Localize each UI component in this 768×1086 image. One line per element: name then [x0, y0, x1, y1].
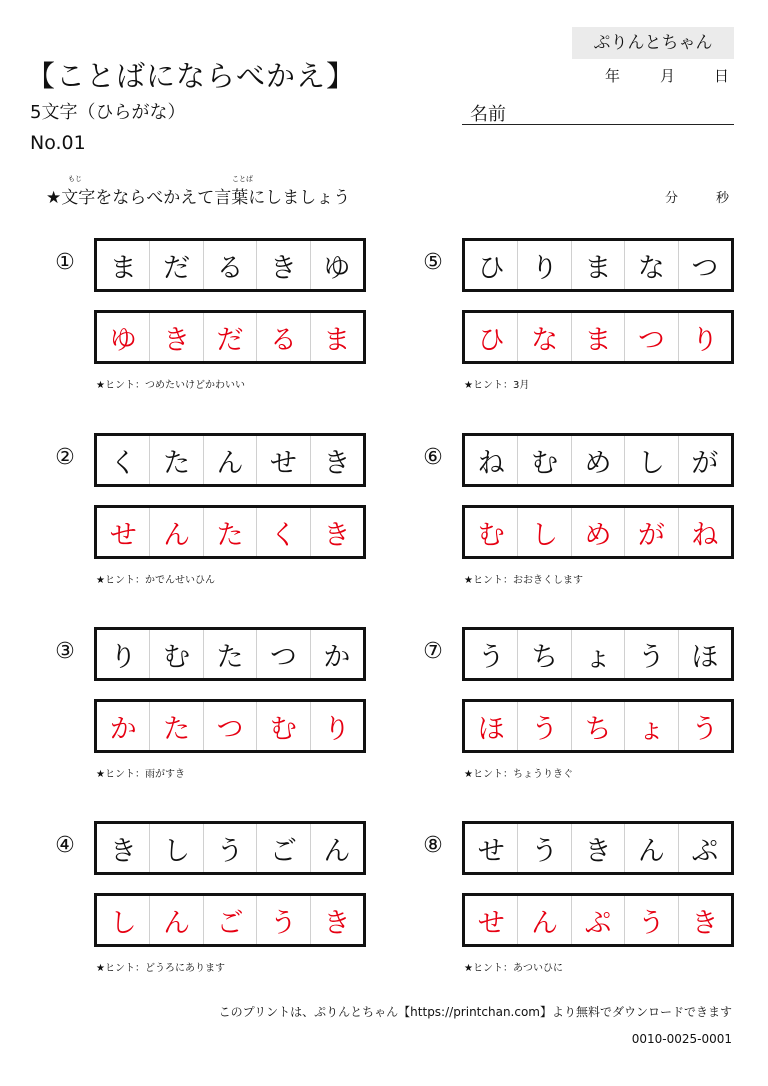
- letter-cell: た: [150, 436, 203, 484]
- letter-cell: き: [97, 824, 150, 872]
- answer-cell[interactable]: う: [257, 896, 310, 944]
- letter-cell: む: [518, 436, 571, 484]
- letter-cell: ひ: [465, 241, 518, 289]
- answer-cell[interactable]: し: [518, 508, 571, 556]
- answer-cell[interactable]: せ: [97, 508, 150, 556]
- letter-cell: う: [204, 824, 257, 872]
- hint-text: ★ヒント：つめたいけどかわいい: [96, 380, 245, 391]
- month-label: 月: [660, 67, 676, 85]
- letter-cell: つ: [257, 630, 310, 678]
- answer-cell[interactable]: た: [204, 508, 257, 556]
- day-label: 日: [714, 67, 730, 85]
- letter-cell: ん: [625, 824, 678, 872]
- answer-cell[interactable]: つ: [625, 313, 678, 361]
- letter-cell: ま: [572, 241, 625, 289]
- letter-cell: ま: [97, 241, 150, 289]
- answer-cell[interactable]: め: [572, 508, 625, 556]
- answer-cell[interactable]: き: [691, 907, 719, 939]
- answer-box: [94, 505, 366, 559]
- answer-cell[interactable]: ん: [518, 896, 571, 944]
- answer-cell[interactable]: ぷ: [572, 896, 625, 944]
- letter-cell: う: [625, 630, 678, 678]
- hint-text: ★ヒント：おおきくします: [464, 575, 583, 586]
- question-number: ⑦: [423, 639, 443, 664]
- answer-cell[interactable]: う: [625, 896, 678, 944]
- scrambled-letters-box: [94, 821, 366, 875]
- answer-box: [462, 505, 734, 559]
- answer-cell[interactable]: く: [257, 508, 310, 556]
- letter-cell: た: [204, 630, 257, 678]
- answer-cell[interactable]: む: [257, 702, 310, 750]
- instruction: [46, 175, 351, 208]
- answer-box: [94, 310, 366, 364]
- answer-cell[interactable]: ひ: [465, 313, 518, 361]
- question-number: ②: [55, 445, 75, 470]
- answer-cell[interactable]: り: [691, 324, 719, 356]
- hint-text: ★ヒント：かでんせいひん: [96, 575, 215, 586]
- answer-box: [462, 893, 734, 947]
- answer-cell[interactable]: ょ: [625, 702, 678, 750]
- scrambled-letters-box: [462, 238, 734, 292]
- answer-cell[interactable]: だ: [204, 313, 257, 361]
- answer-cell[interactable]: ま: [323, 324, 351, 356]
- answer-cell[interactable]: り: [323, 713, 351, 745]
- answer-cell[interactable]: ま: [572, 313, 625, 361]
- question-number: ③: [55, 639, 75, 664]
- answer-cell[interactable]: き: [323, 907, 351, 939]
- letter-cell: ん: [204, 436, 257, 484]
- answer-cell[interactable]: き: [323, 519, 351, 551]
- answer-cell[interactable]: た: [150, 702, 203, 750]
- answer-cell[interactable]: む: [465, 508, 518, 556]
- letter-cell: る: [204, 241, 257, 289]
- answer-cell[interactable]: ち: [572, 702, 625, 750]
- scrambled-letters-box: [462, 821, 734, 875]
- question-number: ④: [55, 833, 75, 858]
- answer-cell[interactable]: が: [625, 508, 678, 556]
- answer-cell[interactable]: ご: [204, 896, 257, 944]
- letter-cell: せ: [257, 436, 310, 484]
- letter-cell: だ: [150, 241, 203, 289]
- answer-box: [94, 893, 366, 947]
- footer-notice: このプリントは、ぷりんとちゃん【https://printchan.com】より無料でダウンロードできます: [218, 1005, 732, 1019]
- letter-cell: め: [572, 436, 625, 484]
- answer-cell[interactable]: し: [97, 896, 150, 944]
- letter-cell: ょ: [572, 630, 625, 678]
- brand-label: ぷりんとちゃん: [572, 27, 734, 59]
- hint-text: ★ヒント：ちょうりきぐ: [464, 769, 573, 780]
- answer-cell[interactable]: う: [691, 713, 719, 745]
- letter-cell: き: [572, 824, 625, 872]
- letter-cell: ゆ: [323, 252, 351, 284]
- footer-code: 0010-0025-0001: [631, 1032, 732, 1046]
- letter-cell: き: [323, 447, 351, 479]
- letter-cell: り: [97, 630, 150, 678]
- answer-cell[interactable]: ゆ: [97, 313, 150, 361]
- answer-cell[interactable]: う: [518, 702, 571, 750]
- letter-cell: し: [625, 436, 678, 484]
- name-field-line[interactable]: [462, 124, 734, 125]
- answer-cell[interactable]: ん: [150, 508, 203, 556]
- letter-cell: く: [97, 436, 150, 484]
- letter-cell: ご: [257, 824, 310, 872]
- hint-text: ★ヒント：あついひに: [464, 963, 563, 974]
- letter-cell: し: [150, 824, 203, 872]
- answer-cell[interactable]: な: [518, 313, 571, 361]
- answer-box: [462, 699, 734, 753]
- page-title: 【ことばにならべかえ】: [26, 59, 357, 93]
- letter-cell: つ: [691, 252, 719, 284]
- instruction-text: ★文字をならべかえて言葉にしましょう: [46, 188, 351, 208]
- seconds-label: 秒: [716, 191, 730, 206]
- question-number: ⑤: [423, 250, 443, 275]
- ruby-kotoba: ことば: [232, 175, 253, 183]
- minutes-label: 分: [665, 191, 679, 206]
- answer-cell[interactable]: つ: [204, 702, 257, 750]
- letter-cell: ね: [465, 436, 518, 484]
- answer-box: [462, 310, 734, 364]
- letter-cell: き: [257, 241, 310, 289]
- ruby-moji: もじ: [68, 175, 82, 183]
- answer-cell[interactable]: せ: [465, 896, 518, 944]
- sheet-number: No.01: [30, 132, 86, 154]
- year-label: 年: [605, 67, 621, 85]
- letter-cell: か: [323, 641, 351, 673]
- answer-cell[interactable]: る: [257, 313, 310, 361]
- answer-cell[interactable]: き: [150, 313, 203, 361]
- letter-cell: う: [518, 824, 571, 872]
- question-number: ①: [55, 250, 75, 275]
- question-number: ⑥: [423, 445, 443, 470]
- letter-cell: む: [150, 630, 203, 678]
- answer-box: [94, 699, 366, 753]
- scrambled-letters-box: [462, 433, 734, 487]
- hint-text: ★ヒント：3月: [464, 380, 530, 391]
- answer-cell[interactable]: か: [97, 702, 150, 750]
- scrambled-letters-box: [94, 238, 366, 292]
- letter-cell: ん: [323, 835, 351, 867]
- letter-cell: な: [625, 241, 678, 289]
- name-label: 名前: [470, 104, 506, 125]
- subtitle: 5文字（ひらがな）: [30, 102, 186, 123]
- answer-cell[interactable]: ほ: [465, 702, 518, 750]
- hint-text: ★ヒント：雨がすき: [96, 769, 185, 780]
- letter-cell: り: [518, 241, 571, 289]
- scrambled-letters-box: [462, 627, 734, 681]
- answer-cell[interactable]: ね: [691, 519, 719, 551]
- scrambled-letters-box: [94, 627, 366, 681]
- letter-cell: ほ: [691, 641, 719, 673]
- scrambled-letters-box: [94, 433, 366, 487]
- letter-cell: う: [465, 630, 518, 678]
- hint-text: ★ヒント：どうろにあります: [96, 963, 225, 974]
- letter-cell: ぷ: [691, 835, 719, 867]
- answer-cell[interactable]: ん: [150, 896, 203, 944]
- letter-cell: が: [691, 447, 719, 479]
- letter-cell: せ: [465, 824, 518, 872]
- letter-cell: ち: [518, 630, 571, 678]
- question-number: ⑧: [423, 833, 443, 858]
